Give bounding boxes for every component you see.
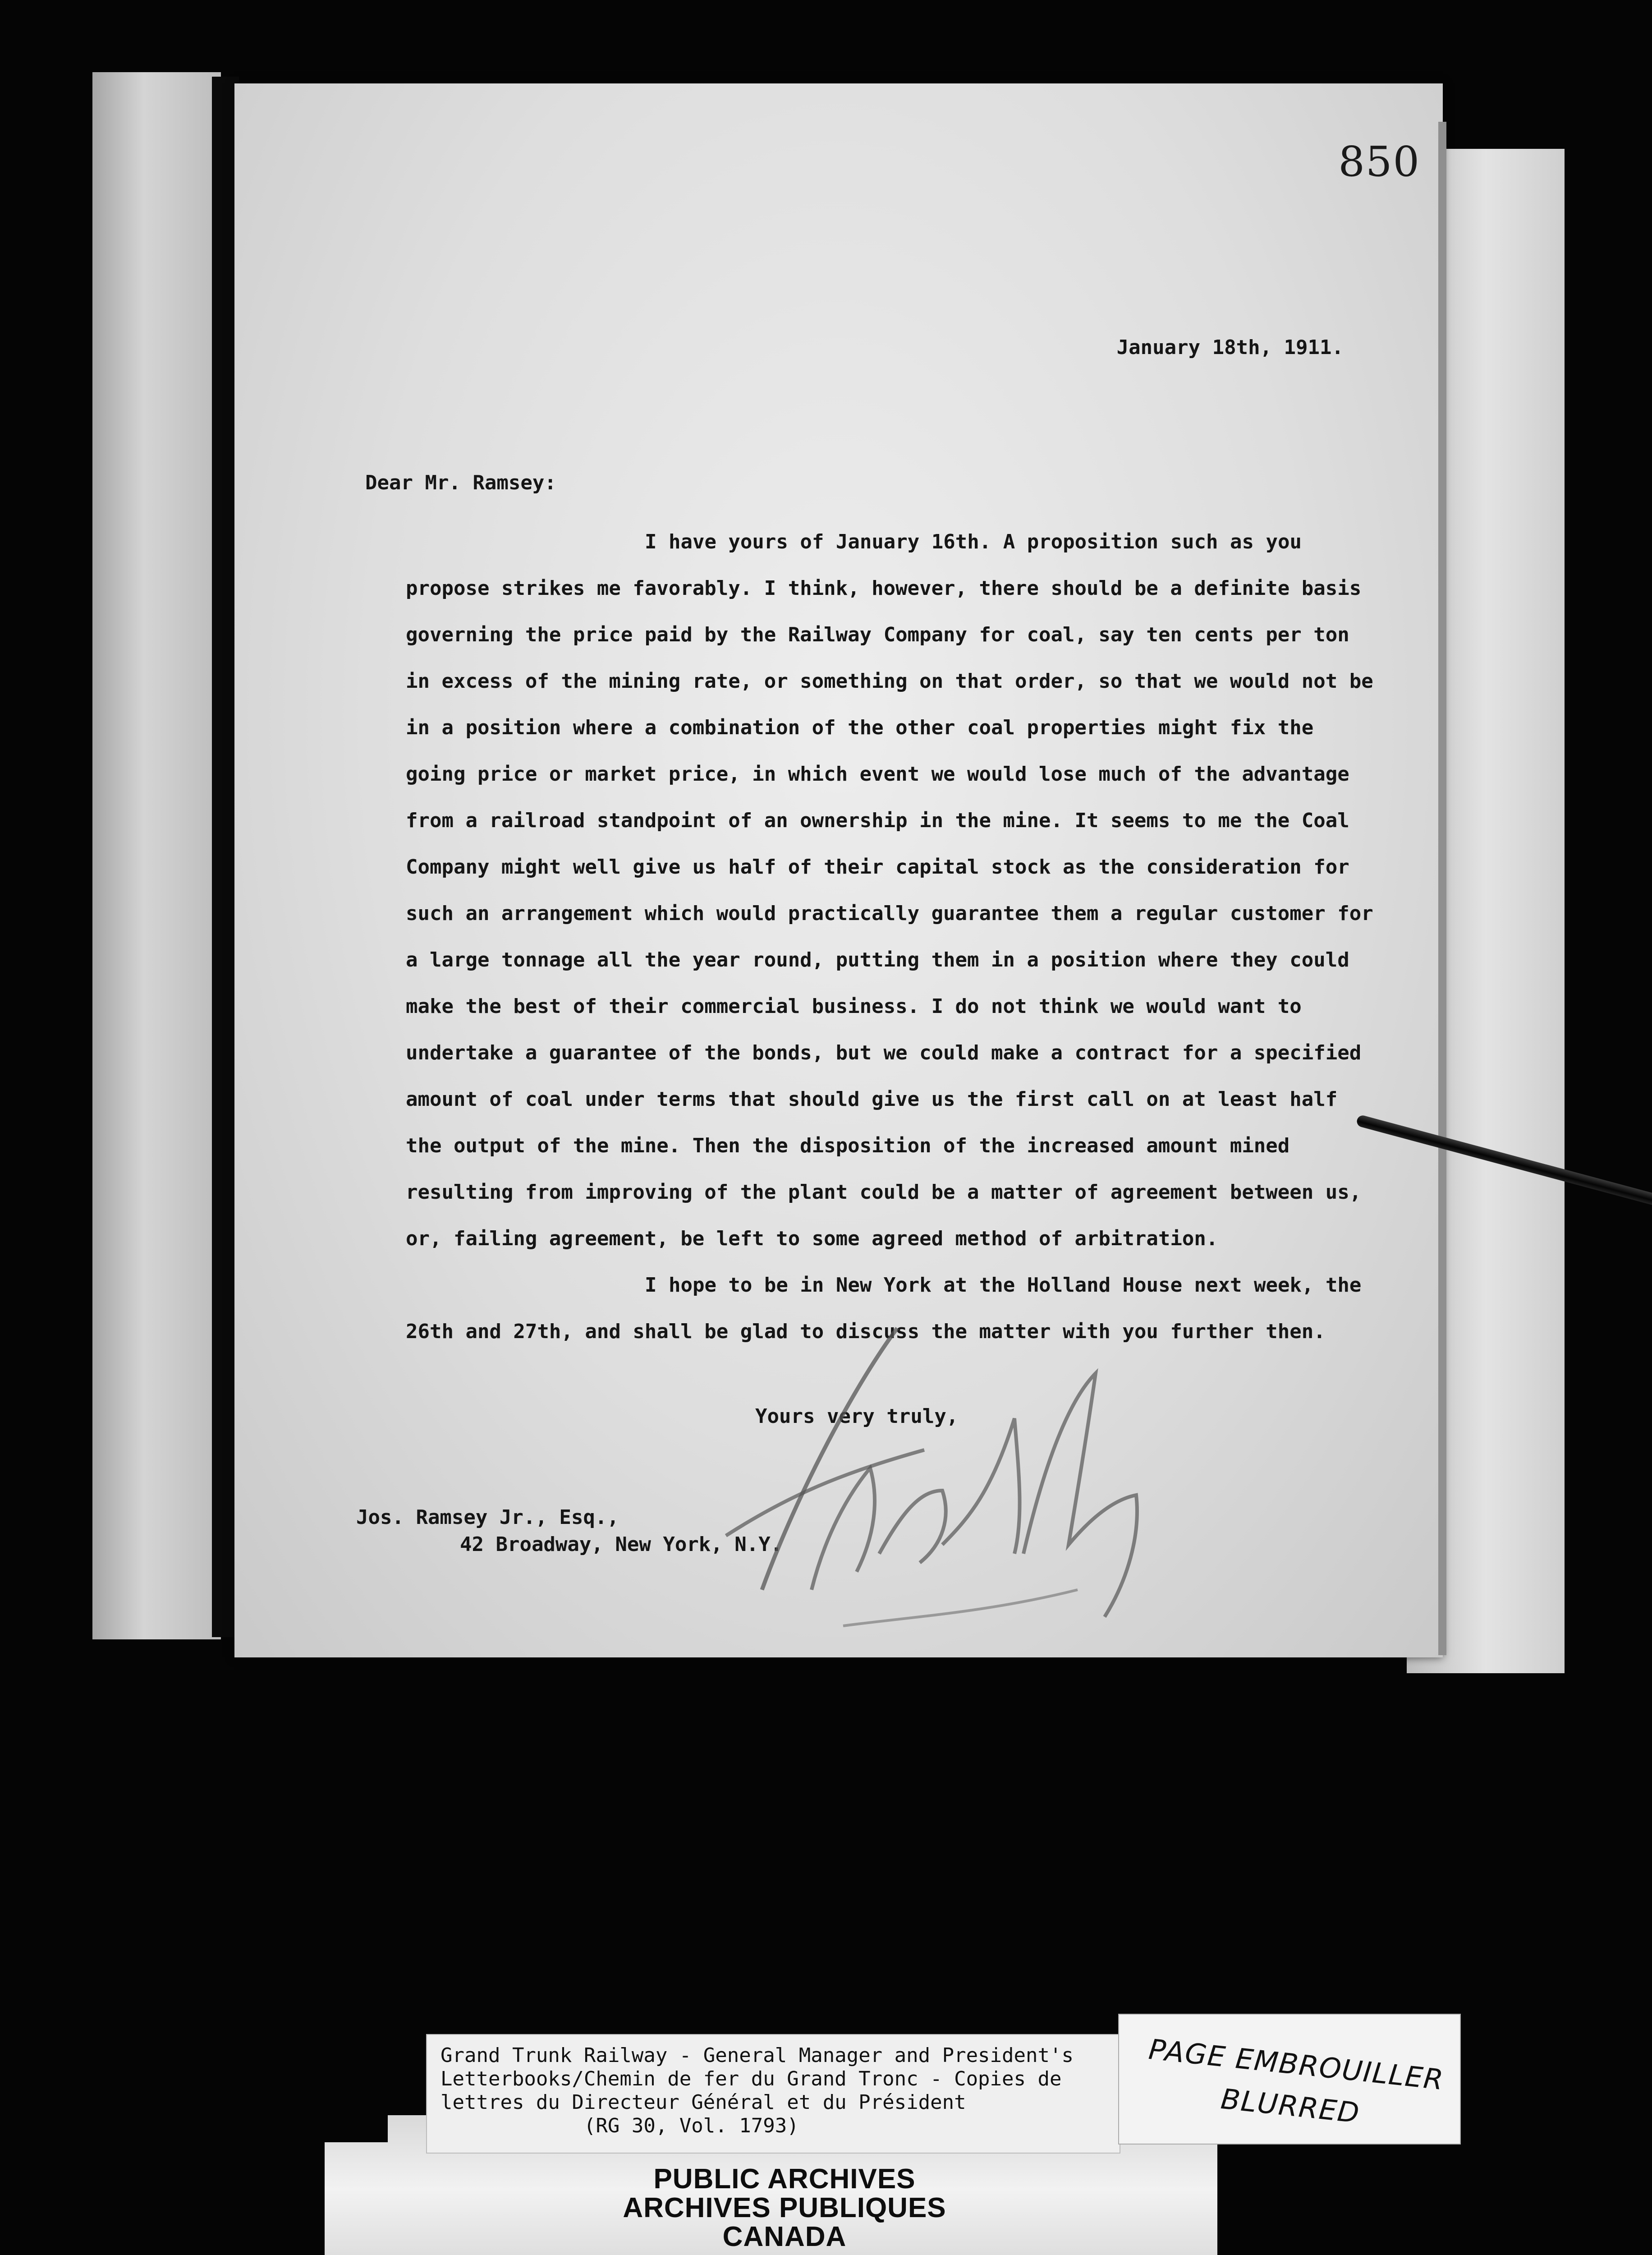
collection-label — [426, 2034, 1120, 2154]
stamp-line-2: ARCHIVES PUBLIQUES — [623, 2192, 946, 2223]
address-line-2: 42 Broadway, New York, N.Y. — [460, 1533, 783, 1556]
stamp-line-1: PUBLIC ARCHIVES — [653, 2163, 916, 2195]
letter-text — [234, 83, 1443, 1657]
salutation: Dear Mr. Ramsey: — [365, 471, 556, 494]
collection-description: Grand Trunk Railway - General Manager and President's Letterbooks/Chemin de fer du Grand Tronc - Copies de lettres du Directeur Général et du Président (RG 30, Vol. 1793) — [441, 2044, 1074, 2137]
body-paragraph-2: I hope to be in New York at the Holland House next week, the 26th and 27th, and shall be glad to discuss the matter with you further then. — [406, 1274, 1362, 1343]
closing: Yours very truly, — [755, 1405, 959, 1428]
label-notch-left — [325, 2115, 388, 2142]
handwritten-signature — [708, 1301, 1181, 1644]
note-line-1: PAGE EMBROUILLER — [1147, 2033, 1446, 2097]
stamp-line-3: CANADA — [722, 2221, 847, 2252]
letter-date: January 18th, 1911. — [1116, 336, 1344, 359]
handwritten-note-card — [1118, 2014, 1461, 2145]
page-edge — [1438, 122, 1446, 1655]
adjacent-page-strip — [92, 72, 221, 1639]
letter-body — [406, 519, 1380, 1355]
body-paragraph-1: I have yours of January 16th. A proposition such as you propose strikes me favorably. I think, however, there should be a definite basis governing the price paid by the Railway Company for coal, say ten cents per ton in excess of the mining rate, or something on that order, so that we would not be in a position where a combination of the other coal properties might fix the going price or market price, in which event we would lose much of the advantage from a railroad standpoint of an ownership in the mine. It seems to me the Coal Company might well give us half of their capital stock as the consideration for such an arrangement which would practically guarantee them a regular customer for a large tonnage all the year round, putting them in a position where they could make the best of their commercial business. I do not think we would want to undertake a guarantee of the bonds, but we could make a contract for a specified amount of coal under terms that should give us the first call on at least half the output of the mine. Then the disposition of the increased amount mined resulting from improving of the plant could be a matter of agreement between us, or, failing agreement, be left to some agreed method of arbitration. — [406, 530, 1373, 1250]
folio-number: 850 — [1338, 138, 1420, 186]
address-line-1: Jos. Ramsey Jr., Esq., — [356, 1506, 619, 1529]
note-line-2: BLURRED — [1219, 2082, 1362, 2130]
letter-page — [234, 83, 1443, 1657]
public-archives-stamp — [582, 2165, 987, 2251]
